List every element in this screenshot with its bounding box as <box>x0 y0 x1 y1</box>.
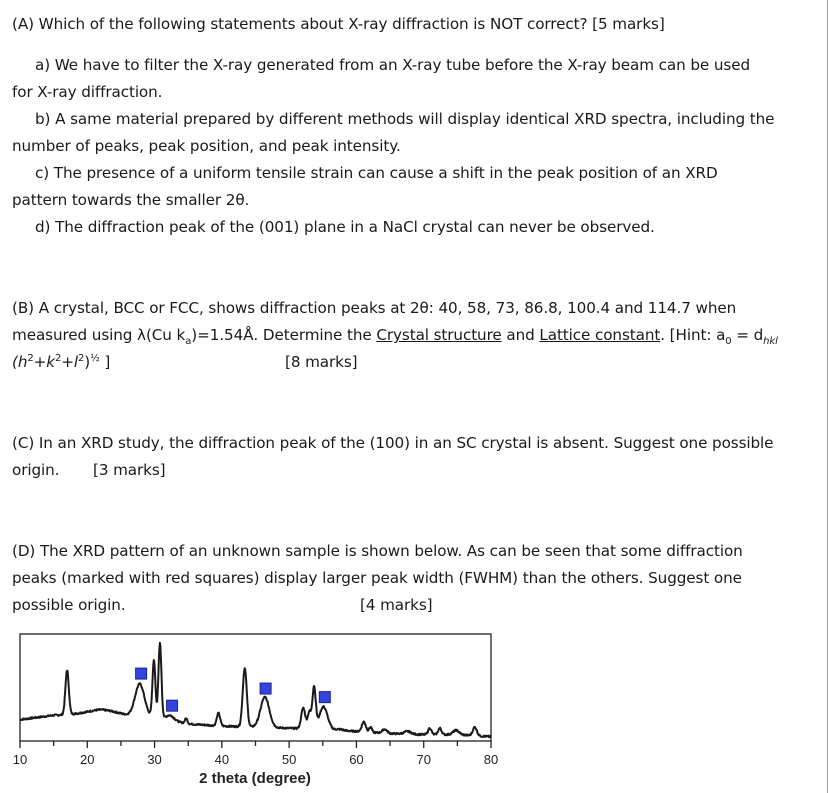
question-a-option-d: d) The diffraction peak of the (001) plane in a NaCl crystal can never be observed. <box>35 218 655 236</box>
lattice-constant-underlined: Lattice constant <box>539 326 661 344</box>
x-tick-label: 70 <box>416 752 431 767</box>
question-a-option-a: a) We have to filter the X-ray generated from an X-ray tube before the X-ray beam can be used <box>35 56 751 74</box>
formula-text: +k <box>33 353 55 371</box>
crystal-structure-underlined: Crystal structure <box>376 326 502 344</box>
superscript: 2 <box>27 352 34 364</box>
formula-text: ] <box>99 353 111 371</box>
x-tick-label: 10 <box>12 752 28 767</box>
x-tick-label: 60 <box>349 752 364 767</box>
question-d-marks: [4 marks] <box>360 596 433 614</box>
x-tick-label: 50 <box>281 752 297 767</box>
question-a-option-b: b) A same material prepared by different methods will display identical XRD spectra, including the <box>35 110 775 128</box>
question-b-line2 <box>12 325 778 348</box>
x-axis-ticks <box>13 741 498 767</box>
question-b-text: measured using λ(Cu k <box>12 326 186 344</box>
hint-text: = d <box>731 326 764 344</box>
question-a-option-a-cont: for X-ray diffraction. <box>12 83 163 101</box>
square-marker-icon <box>136 668 147 679</box>
subscript-zero: 0 <box>725 336 732 348</box>
question-a-stem: (A) Which of the following statements about X-ray diffraction is NOT correct? [5 marks] <box>12 15 665 33</box>
subscript-alpha: a <box>185 336 192 348</box>
question-d-line2: peaks (marked with red squares) display larger peak width (FWHM) than the others. Suggest one <box>12 569 742 587</box>
square-marker-icon <box>260 683 271 694</box>
formula-text: (h <box>12 353 28 371</box>
question-d-line3: possible origin. <box>12 596 126 614</box>
x-axis-title: 2 theta (degree) <box>199 770 311 787</box>
question-a-option-c-cont: pattern towards the smaller 2θ. <box>12 191 250 209</box>
question-b-formula <box>12 352 110 372</box>
xrd-chart <box>0 628 520 793</box>
x-tick-label: 20 <box>80 752 95 767</box>
xrd-spectrum-line <box>20 643 491 737</box>
x-tick-label: 30 <box>147 752 162 767</box>
superscript: 2 <box>54 352 62 364</box>
question-c-line1: (C) In an XRD study, the diffraction peak of the (100) in an SC crystal is absent. Suggest one possible <box>12 434 774 452</box>
superscript-half: ½ <box>90 352 100 364</box>
question-b-text: and <box>501 326 540 344</box>
x-tick-label: 40 <box>214 752 230 767</box>
formula-text: +l <box>61 353 78 371</box>
xrd-chart-svg <box>0 628 520 793</box>
question-b-marks: [8 marks] <box>285 353 358 371</box>
x-tick-label: 80 <box>483 752 499 767</box>
question-a-option-b-cont: number of peaks, peak position, and peak intensity. <box>12 137 401 155</box>
hint-text: . [Hint: a <box>660 326 726 344</box>
question-c-line2: origin. <box>12 461 60 479</box>
fwhm-markers <box>136 668 331 711</box>
square-marker-icon <box>319 692 330 703</box>
question-a-option-c: c) The presence of a uniform tensile strain can cause a shift in the peak position of an XRD <box>35 164 718 182</box>
question-b-text: )=1.54Å. Determine the <box>191 326 377 344</box>
square-marker-icon <box>167 700 178 711</box>
question-c-marks: [3 marks] <box>93 461 166 479</box>
question-d-line1: (D) The XRD pattern of an unknown sample is shown below. As can be seen that some diffraction <box>12 542 743 560</box>
formula-text: ) <box>84 353 91 371</box>
subscript-hkl: hkl <box>763 336 778 348</box>
superscript: 2 <box>77 352 85 364</box>
question-b-line1: (B) A crystal, BCC or FCC, shows diffraction peaks at 2θ: 40, 58, 73, 86.8, 100.4 and 114.7 when <box>12 299 737 317</box>
